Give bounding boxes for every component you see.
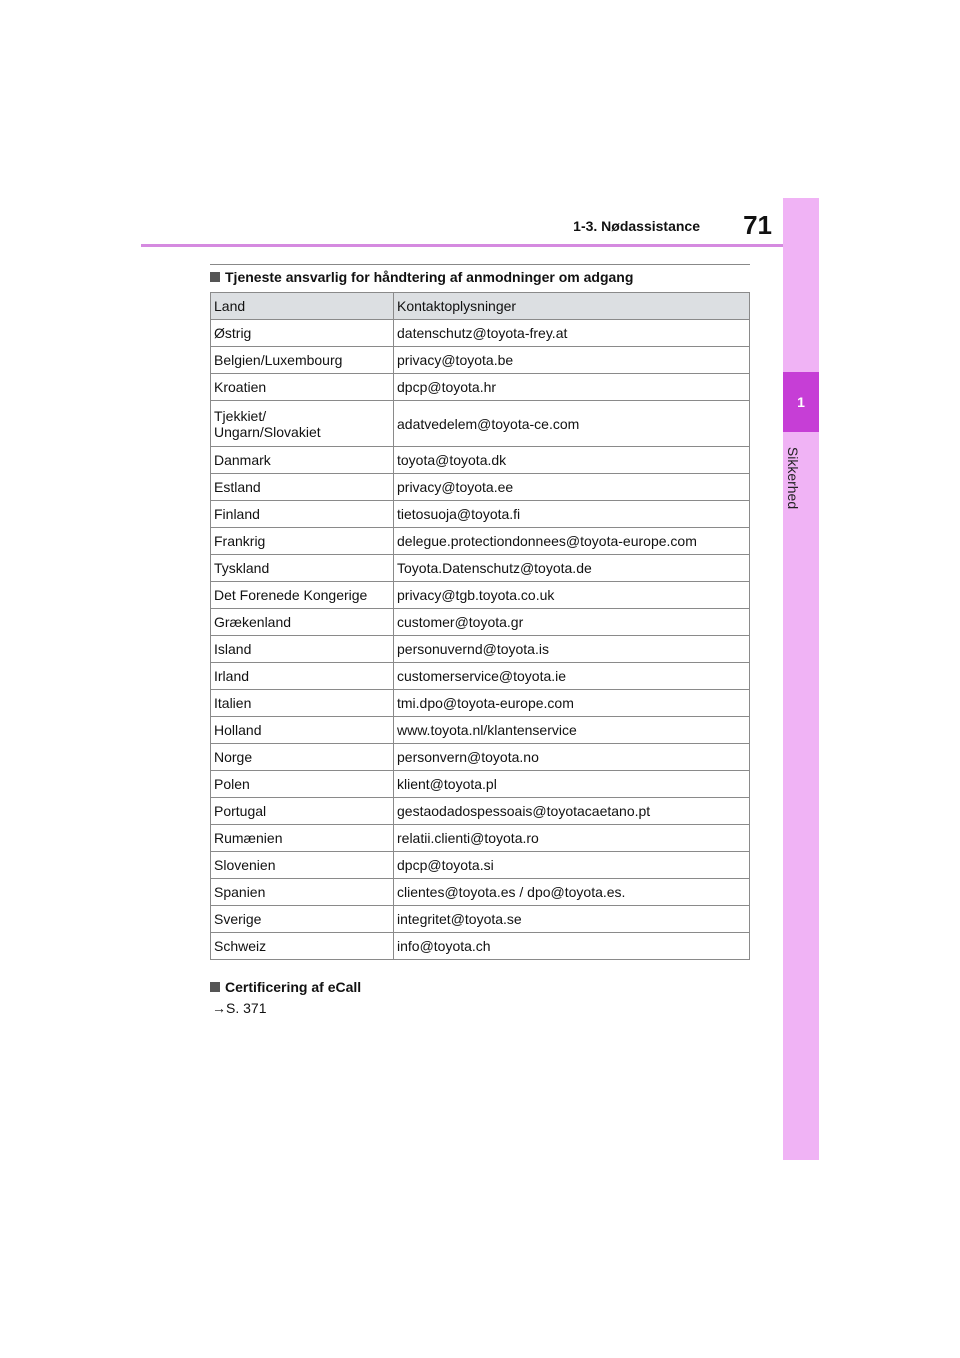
chapter-side-tab: [783, 198, 819, 1160]
table-header-row: [211, 293, 750, 320]
table-row: [211, 636, 750, 663]
contact-cell: personuvernd@toyota.is: [394, 636, 750, 663]
contact-cell: toyota@toyota.dk: [394, 447, 750, 474]
page-number: 71: [743, 210, 772, 240]
table-row: [211, 933, 750, 960]
contact-cell: delegue.protectiondonnees@toyota-europe.com: [394, 528, 750, 555]
country-cell: Holland: [211, 717, 394, 744]
contact-cell: adatvedelem@toyota-ce.com: [394, 401, 750, 447]
country-line-1: Tjekkiet/: [214, 407, 267, 424]
contact-cell: tmi.dpo@toyota-europe.com: [394, 690, 750, 717]
table-row: [211, 609, 750, 636]
table-row: [211, 690, 750, 717]
section-title: 1-3. Nødassistance: [573, 218, 700, 234]
country-cell: Schweiz: [211, 933, 394, 960]
arrow-right-icon: →: [212, 1000, 226, 1016]
chapter-number: 1: [797, 394, 805, 410]
contact-cell: datenschutz@toyota-frey.at: [394, 320, 750, 347]
country-cell: Sverige: [211, 906, 394, 933]
contact-cell: tietosuoja@toyota.fi: [394, 501, 750, 528]
country-cell: Det Forenede Kongerige: [211, 582, 394, 609]
country-cell: Tyskland: [211, 555, 394, 582]
country-cell: Island: [211, 636, 394, 663]
country-cell: Østrig: [211, 320, 394, 347]
square-bullet-icon: [210, 272, 220, 282]
table-row: [211, 879, 750, 906]
table-row: [211, 474, 750, 501]
contact-cell: Toyota.Datenschutz@toyota.de: [394, 555, 750, 582]
square-bullet-icon: [210, 982, 220, 992]
table-row: [211, 852, 750, 879]
contact-cell: customerservice@toyota.ie: [394, 663, 750, 690]
access-requests-heading-text: Tjeneste ansvarlig for håndtering af anmodninger om adgang: [225, 269, 634, 285]
chapter-label: Sikkerhed: [785, 446, 801, 510]
country-cell: Portugal: [211, 798, 394, 825]
contact-cell: www.toyota.nl/klantenservice: [394, 717, 750, 744]
ecall-heading: [210, 979, 361, 995]
country-cell: Estland: [211, 474, 394, 501]
country-cell: Rumænien: [211, 825, 394, 852]
header-kontakt: Kontaktoplysninger: [394, 293, 750, 320]
country-cell: Spanien: [211, 879, 394, 906]
contact-cell: gestaodadospessoais@toyotacaetano.pt: [394, 798, 750, 825]
table-row: [211, 744, 750, 771]
table-row: [211, 528, 750, 555]
header-land: Land: [211, 293, 394, 320]
country-cell: Finland: [211, 501, 394, 528]
table-row: [211, 825, 750, 852]
country-cell: Belgien/Luxembourg: [211, 347, 394, 374]
table-row: [211, 663, 750, 690]
ecall-heading-text: Certificering af eCall: [225, 979, 362, 995]
table-row: [211, 374, 750, 401]
table-row: [211, 401, 750, 447]
contact-cell: privacy@tgb.toyota.co.uk: [394, 582, 750, 609]
table-row: [211, 320, 750, 347]
country-cell: Frankrig: [211, 528, 394, 555]
table-row: [211, 447, 750, 474]
country-cell: Polen: [211, 771, 394, 798]
country-cell: Slovenien: [211, 852, 394, 879]
country-cell: Kroatien: [211, 374, 394, 401]
table-row: [211, 347, 750, 374]
table-row: [211, 501, 750, 528]
table-row: [211, 771, 750, 798]
header-rule: [141, 244, 783, 247]
country-cell: [211, 401, 394, 447]
page-reference-text: S. 371: [226, 1000, 267, 1016]
table-row: [211, 906, 750, 933]
country-cell: Norge: [211, 744, 394, 771]
contact-cell: privacy@toyota.ee: [394, 474, 750, 501]
country-cell: Grækenland: [211, 609, 394, 636]
section-divider: [210, 264, 750, 265]
contacts-table: [210, 292, 750, 960]
page-reference[interactable]: [212, 1000, 266, 1016]
contact-cell: integritet@toyota.se: [394, 906, 750, 933]
contact-cell: privacy@toyota.be: [394, 347, 750, 374]
contact-cell: personvern@toyota.no: [394, 744, 750, 771]
access-requests-heading: [210, 269, 633, 285]
table-row: [211, 582, 750, 609]
contact-cell: info@toyota.ch: [394, 933, 750, 960]
table-row: [211, 555, 750, 582]
contact-cell: clientes@toyota.es / dpo@toyota.es.: [394, 879, 750, 906]
contact-cell: dpcp@toyota.si: [394, 852, 750, 879]
contact-cell: customer@toyota.gr: [394, 609, 750, 636]
table-row: [211, 798, 750, 825]
contact-cell: dpcp@toyota.hr: [394, 374, 750, 401]
country-cell: Irland: [211, 663, 394, 690]
country-cell: Danmark: [211, 447, 394, 474]
contact-cell: relatii.clienti@toyota.ro: [394, 825, 750, 852]
country-cell: Italien: [211, 690, 394, 717]
contact-cell: klient@toyota.pl: [394, 771, 750, 798]
table-row: [211, 717, 750, 744]
country-line-2: Ungarn/Slovakiet: [214, 423, 321, 440]
